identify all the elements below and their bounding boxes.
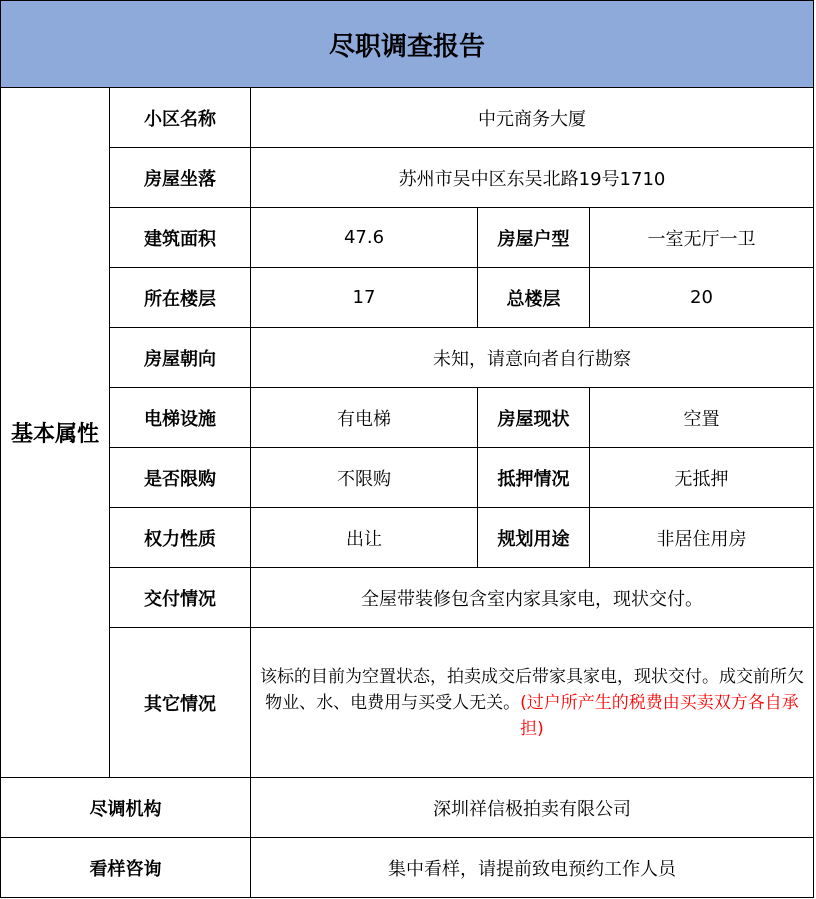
label-other: 其它情况 [109,628,250,778]
other-text-highlight: (过户所产生的税费由买卖双方各自承担) [520,692,799,739]
label-purchase-restriction: 是否限购 [109,448,250,508]
label-floor-area: 建筑面积 [109,208,250,268]
value-other [250,628,814,778]
value-floor-area: 47.6 [250,208,477,268]
label-orientation: 房屋朝向 [109,328,250,388]
value-current-status: 空置 [589,388,814,448]
value-purchase-restriction: 不限购 [250,448,477,508]
section-label-basic-attributes: 基本属性 [0,88,109,778]
report-title: 尽职调查报告 [0,0,814,88]
label-floor: 所在楼层 [109,268,250,328]
value-community-name: 中元商务大厦 [250,88,814,148]
label-community-name: 小区名称 [109,88,250,148]
value-elevator: 有电梯 [250,388,477,448]
label-agency: 尽调机构 [0,778,250,838]
value-agency: 深圳祥信极拍卖有限公司 [250,778,814,838]
value-rights-nature: 出让 [250,508,477,568]
value-delivery: 全屋带装修包含室内家具家电，现状交付。 [250,568,814,628]
label-rights-nature: 权力性质 [109,508,250,568]
other-description [251,664,813,742]
label-mortgage: 抵押情况 [477,448,589,508]
label-planned-usage: 规划用途 [477,508,589,568]
value-total-floors: 20 [589,268,814,328]
value-orientation: 未知，请意向者自行勘察 [250,328,814,388]
label-total-floors: 总楼层 [477,268,589,328]
label-current-status: 房屋现状 [477,388,589,448]
value-viewing-consultation: 集中看样，请提前致电预约工作人员 [250,838,814,898]
value-layout: 一室无厅一卫 [589,208,814,268]
label-viewing-consultation: 看样咨询 [0,838,250,898]
label-layout: 房屋户型 [477,208,589,268]
value-address: 苏州市吴中区东吴北路19号1710 [250,148,814,208]
value-planned-usage: 非居住用房 [589,508,814,568]
label-delivery: 交付情况 [109,568,250,628]
value-floor: 17 [250,268,477,328]
label-elevator: 电梯设施 [109,388,250,448]
value-mortgage: 无抵押 [589,448,814,508]
other-text-main: 该标的目前为空置状态，拍卖成交后带家具家电，现状交付。成交前所欠物业、水、电费用与买受人无关。 [260,666,804,713]
label-address: 房屋坐落 [109,148,250,208]
